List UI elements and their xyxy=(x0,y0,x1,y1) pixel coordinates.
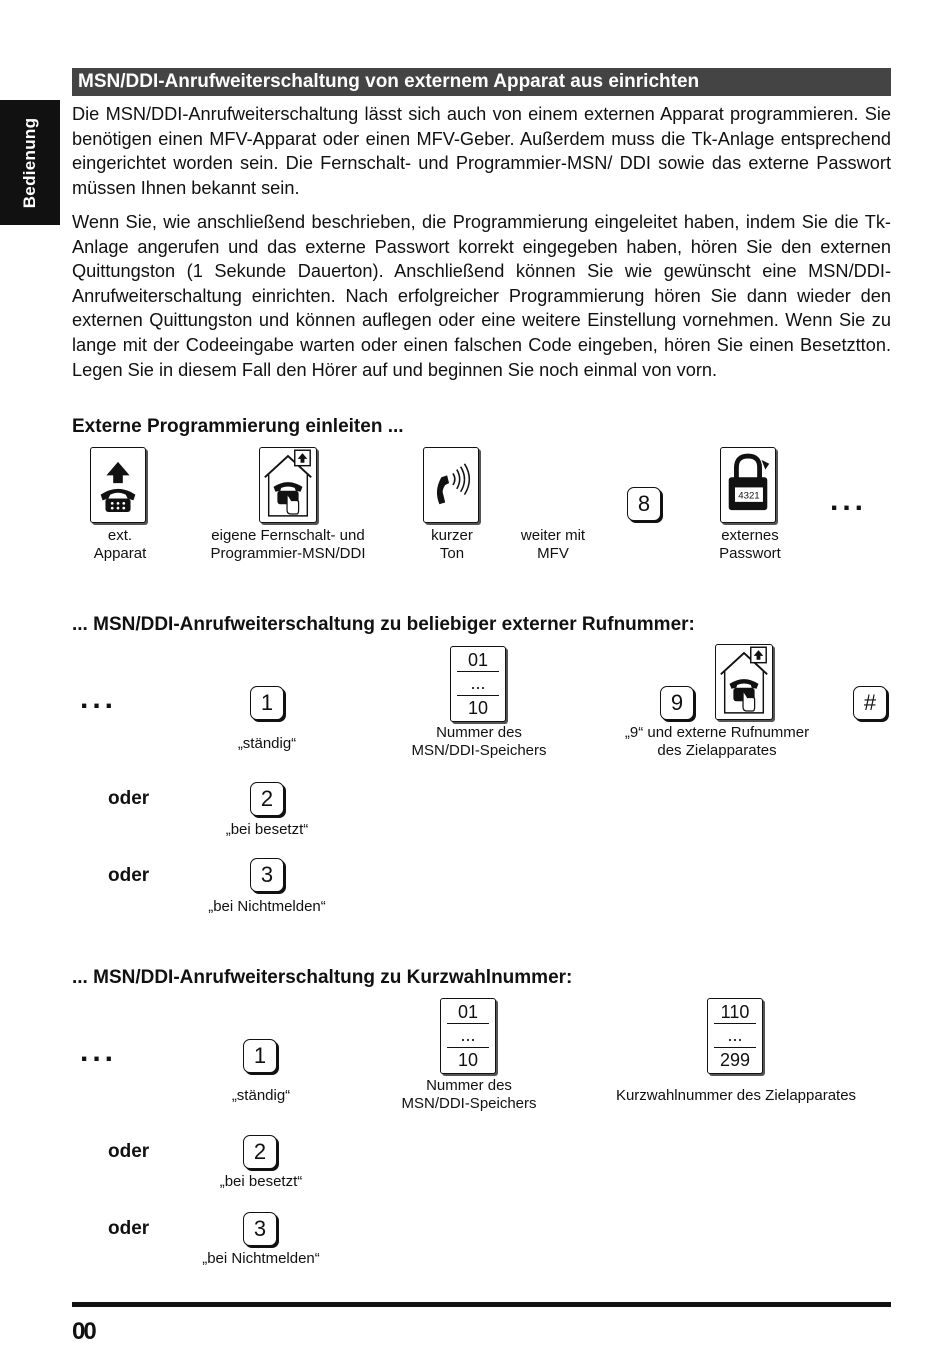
caption-staendig: „ständig“ xyxy=(237,735,297,752)
range-start: 110 xyxy=(720,1002,750,1022)
caption-line: Passwort xyxy=(719,545,781,562)
key-1[interactable]: 1 xyxy=(250,686,284,720)
caption-bei-nichtmelden: „bei Nichtmelden“ xyxy=(208,898,326,915)
caption-line: Nummer des xyxy=(436,724,522,741)
caption-line: ext. xyxy=(107,527,133,544)
key-3[interactable]: 3 xyxy=(243,1212,277,1246)
external-phone-icon xyxy=(90,447,146,523)
caption-speicher xyxy=(394,724,564,760)
house-phone-icon xyxy=(259,447,317,523)
oder-label: oder xyxy=(108,865,150,886)
caption-line: Programmier-MSN/DDI xyxy=(210,545,366,562)
caption-line: des Zielapparates xyxy=(657,742,777,759)
caption-line: weiter mit xyxy=(520,527,586,544)
password-lock-icon xyxy=(720,447,776,523)
memory-range-box xyxy=(440,998,496,1074)
key-9[interactable]: 9 xyxy=(660,686,694,720)
caption-line: MSN/DDI-Speichers xyxy=(401,1095,537,1112)
range-start: 01 xyxy=(467,650,489,670)
caption-line: externes xyxy=(721,527,779,544)
speed-dial-range-box xyxy=(707,998,763,1074)
range-divider xyxy=(714,1047,756,1048)
range-end: 10 xyxy=(467,698,489,718)
caption-ton xyxy=(402,527,502,563)
continue-ellipsis: ... xyxy=(830,484,868,517)
page-number: 00 xyxy=(72,1318,95,1345)
key-3[interactable]: 3 xyxy=(250,858,284,892)
side-tab xyxy=(0,100,60,225)
caption-bei-nichtmelden: „bei Nichtmelden“ xyxy=(202,1250,320,1267)
procedure-paragraph: Wenn Sie, wie anschließend beschrieben, die Programmierung eingeleitet haben, indem Sie die Tk-Anlage angerufen und das externe Passwort korrekt eingegeben haben, hören Sie den externen Quittungston (1 Sekunde Dauerton). Anschließend können Sie wie gewünscht eine MSN/DDI-Anrufweiterschaltung einrichten. Nach erfolgreicher Programmierung hören Sie dann wieder den externen Quittungston und können auflegen oder eine weitere Einstellung vornehmen. Wenn Sie zu lange mit der Codeeingabe warten oder einen falschen Code eingeben, hören Sie einen Besetztton. Legen Sie in diesem Fall den Hörer auf und beginnen Sie noch einmal von vorn. xyxy=(72,212,891,380)
side-tab-label: Bedienung xyxy=(20,117,39,208)
range-end: 299 xyxy=(719,1050,751,1070)
caption-line: Ton xyxy=(439,545,465,562)
caption-line: kurzer xyxy=(431,527,473,544)
range-start: 01 xyxy=(457,1002,479,1022)
caption-speicher xyxy=(384,1077,554,1113)
key-2[interactable]: 2 xyxy=(250,782,284,816)
intro-paragraph: Die MSN/DDI-Anrufweiterschaltung lässt sich auch von einem externen Apparat programmieren. Sie benötigen einen MFV-Apparat oder einen MFV-Geber. Außerdem muss die Tk-Anlage entsprechend eingerichtet worden sein. Die Fernschalt- und Programmier-MSN/ DDI sowie das externe Passwort müssen Ihnen bekannt sein. xyxy=(72,104,891,198)
block1-heading: Externe Programmierung einleiten ... xyxy=(72,416,404,437)
oder-label: oder xyxy=(108,1218,150,1239)
key-1[interactable]: 1 xyxy=(243,1039,277,1073)
caption-zielapparat xyxy=(612,724,822,760)
password-code: 4321 xyxy=(738,490,760,502)
caption-line: MFV xyxy=(537,545,569,562)
range-end: 10 xyxy=(457,1050,479,1070)
block2-heading: ... MSN/DDI-Anrufweiterschaltung zu beliebiger externer Rufnummer: xyxy=(72,614,695,635)
lead-ellipsis: ... xyxy=(80,682,118,715)
section-title: MSN/DDI-Anrufweiterschaltung von externem Apparat aus einrichten xyxy=(72,68,891,96)
caption-line: MSN/DDI-Speichers xyxy=(411,742,547,759)
key-8[interactable]: 8 xyxy=(627,487,661,521)
block3-heading: ... MSN/DDI-Anrufweiterschaltung zu Kurzwahlnummer: xyxy=(72,967,573,988)
caption-mfv xyxy=(498,527,608,563)
range-dots: ... xyxy=(727,1025,743,1045)
caption-line: „9“ und externe Rufnummer xyxy=(624,724,810,741)
caption-ext-apparat xyxy=(70,527,170,563)
caption-kurzwahl: Kurzwahlnummer des Zielapparates xyxy=(615,1087,857,1104)
lead-ellipsis: ... xyxy=(80,1035,118,1068)
handset-tone-icon xyxy=(423,447,479,523)
range-divider xyxy=(447,1047,489,1048)
caption-line: eigene Fernschalt- und xyxy=(211,527,365,544)
caption-fernschalt xyxy=(198,527,378,563)
key-hash[interactable]: # xyxy=(853,686,887,720)
oder-label: oder xyxy=(108,1141,150,1162)
key-2[interactable]: 2 xyxy=(243,1135,277,1169)
range-divider xyxy=(457,671,499,672)
house-phone-icon xyxy=(715,644,773,720)
range-dots: ... xyxy=(460,1025,476,1045)
caption-staendig: „ständig“ xyxy=(231,1087,291,1104)
memory-range-box xyxy=(450,646,506,722)
caption-bei-besetzt: „bei besetzt“ xyxy=(219,1173,303,1190)
caption-passwort xyxy=(700,527,800,563)
range-dots: ... xyxy=(470,673,486,693)
range-divider xyxy=(447,1023,489,1024)
oder-label: oder xyxy=(108,788,150,809)
footer-rule xyxy=(72,1302,891,1307)
caption-line: Apparat xyxy=(93,545,147,562)
range-divider xyxy=(457,695,499,696)
range-divider xyxy=(714,1023,756,1024)
caption-bei-besetzt: „bei besetzt“ xyxy=(225,821,309,838)
caption-line: Nummer des xyxy=(426,1077,512,1094)
